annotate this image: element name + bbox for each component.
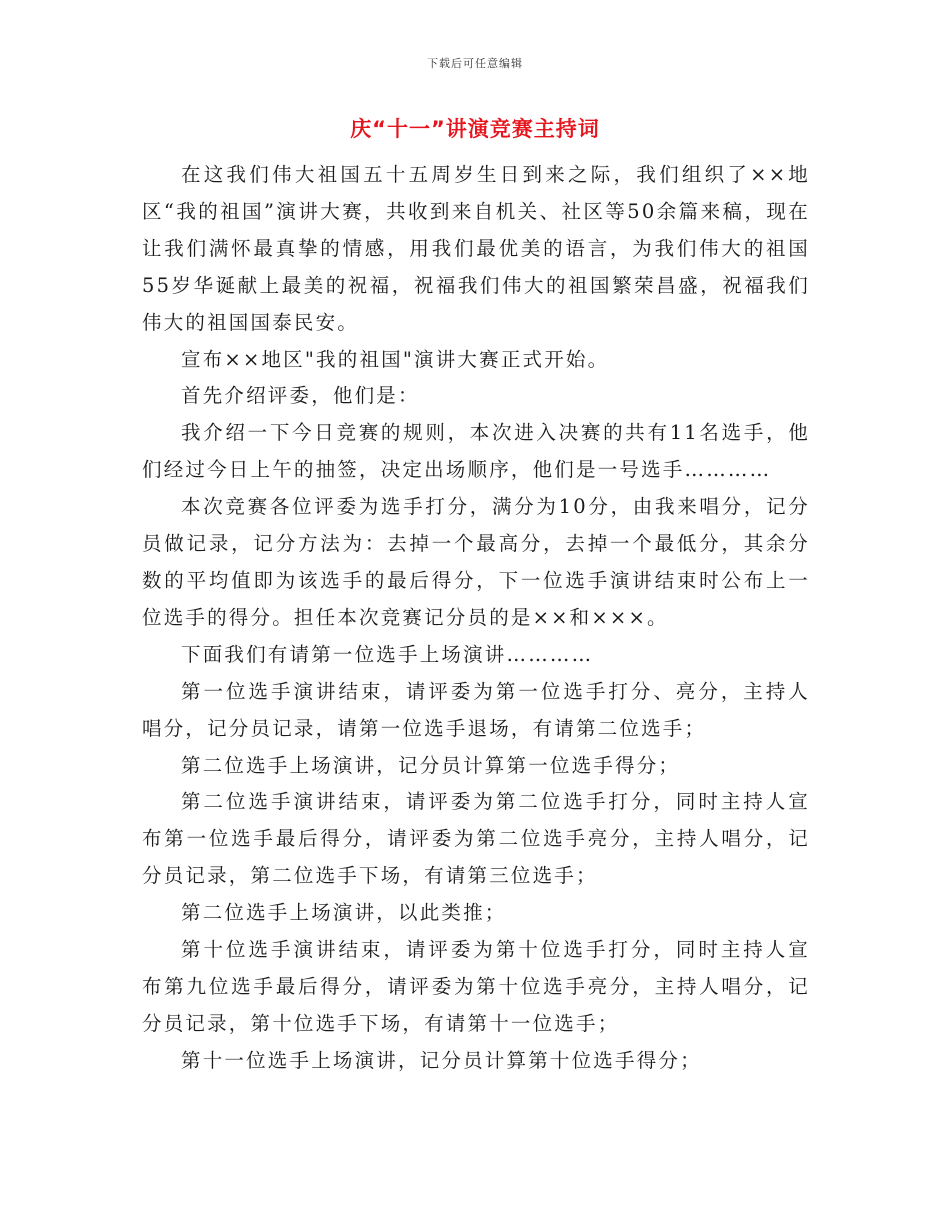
paragraph: 宣布××地区"我的祖国"演讲大赛正式开始。 bbox=[181, 347, 610, 371]
paragraph: 第十位选手演讲结束，请评委为第十位选手打分，同时主持人宣布第九位选手最后得分，请评委为第十位选手亮分，主持人唱分，记分员记录，第十位选手下场，有请第十一位选手； bbox=[142, 938, 810, 1035]
document-title: 庆“十一”讲演竞赛主持词 bbox=[350, 117, 600, 141]
paragraph: 在这我们伟大祖国五十五周岁生日到来之际，我们组织了××地区“我的祖国”演讲大赛，共收到来自机关、社区等50余篇来稿，现在让我们满怀最真挚的情感，用我们最优美的语言，为我们伟大的祖国55岁华诞献上最美的祝福，祝福我们伟大的祖国繁荣昌盛，祝福我们伟大的祖国国泰民安。 bbox=[142, 163, 810, 334]
document-body bbox=[142, 157, 810, 1080]
header-note: 下载后可任意编辑 bbox=[427, 57, 523, 70]
paragraph: 第二位选手演讲结束，请评委为第二位选手打分，同时主持人宣布第一位选手最后得分，请评委为第二位选手亮分，主持人唱分，记分员记录，第二位选手下场，有请第三位选手； bbox=[142, 790, 810, 888]
paragraph: 第二位选手上场演讲，以此类推； bbox=[181, 901, 507, 925]
paragraph: 首先介绍评委，他们是： bbox=[181, 384, 420, 408]
paragraph: 我介绍一下今日竞赛的规则，本次进入决赛的共有11名选手，他们经过今日上午的抽签，决定出场顺序，他们是一号选手………… bbox=[142, 421, 810, 482]
paragraph: 第二位选手上场演讲，记分员计算第一位选手得分； bbox=[181, 753, 681, 777]
paragraph: 本次竞赛各位评委为选手打分，满分为10分，由我来唱分，记分员做记录，记分方法为：去掉一个最高分，去掉一个最低分，其余分数的平均值即为该选手的最后得分，下一位选手演讲结束时公布上一位选手的得分。担任本次竞赛记分员的是××和×××。 bbox=[142, 495, 810, 629]
paragraph: 第一位选手演讲结束，请评委为第一位选手打分、亮分，主持人唱分，记分员记录，请第一位选手退场，有请第二位选手； bbox=[142, 679, 810, 740]
paragraph: 下面我们有请第一位选手上场演讲………… bbox=[181, 642, 594, 666]
paragraph: 第十一位选手上场演讲，记分员计算第十位选手得分； bbox=[181, 1048, 702, 1072]
